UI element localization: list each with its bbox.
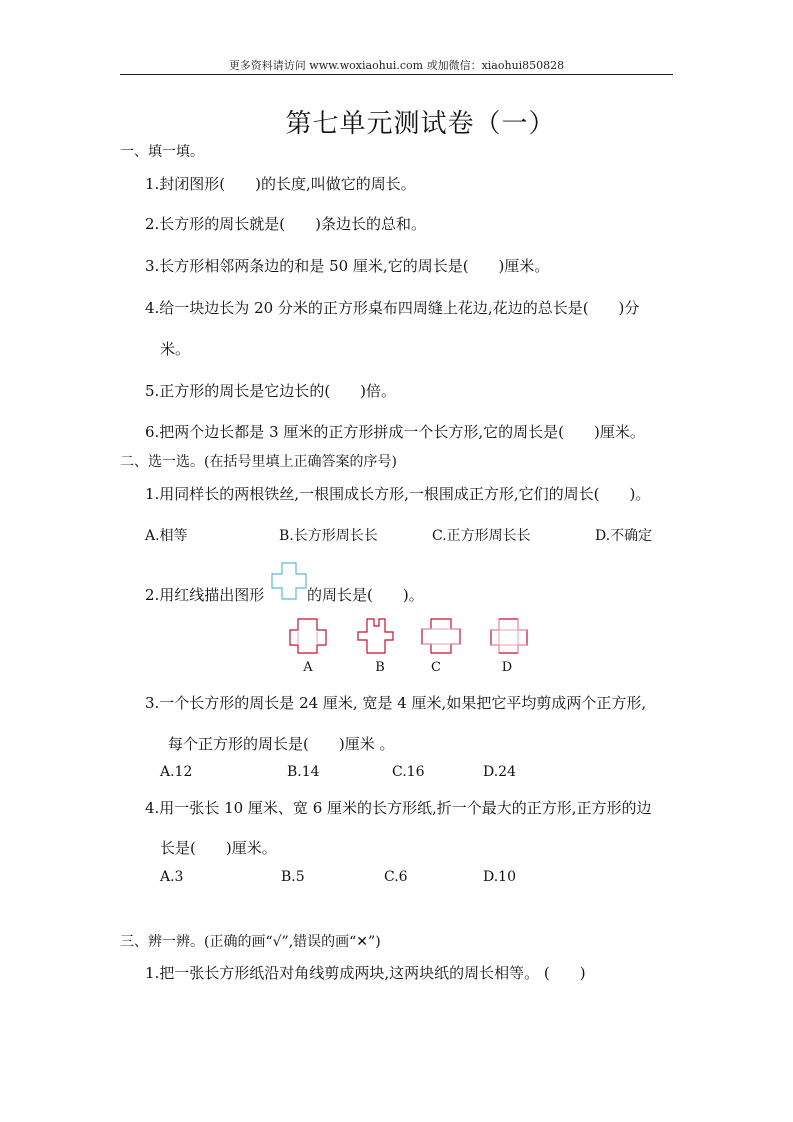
option-c-label: C	[431, 660, 441, 675]
s2-q4-option-a: A.3	[160, 869, 184, 885]
section-2-heading: 二、选一选。(在括号里填上正确答案的序号)	[120, 454, 397, 470]
s1-question-6: 6.把两个边长都是 3 厘米的正方形拼成一个长方形,它的周长是( )厘米。	[145, 423, 645, 441]
option-c-figure	[421, 618, 461, 654]
section-1-heading: 一、填一填。	[120, 144, 204, 160]
s3-question-1: 1.把一张长方形纸沿对角线剪成两块,这两块纸的周长相等。 ( )	[145, 964, 586, 982]
option-b-figure	[357, 618, 395, 654]
s2-q1-option-d: D.不确定	[595, 528, 653, 544]
s2-question-3: 3.一个长方形的周长是 24 厘米, 宽是 4 厘米,如果把它平均剪成两个正方形,	[145, 694, 647, 712]
section-3-heading: 三、辨一辨。(正确的画“√”,错误的画“✕”)	[120, 934, 381, 950]
s2-q3-option-c: C.16	[392, 764, 425, 780]
s2-question-4-continued: 长是( )厘米。	[160, 839, 277, 857]
option-a-label: A	[303, 660, 313, 675]
s2-q3-option-d: D.24	[483, 764, 516, 780]
option-b-label: B	[375, 660, 385, 675]
s1-question-2: 2.长方形的周长就是( )条边长的总和。	[145, 215, 427, 233]
s1-question-5: 5.正方形的周长是它边长的( )倍。	[145, 382, 397, 400]
s2-question-4: 4.用一张长 10 厘米、宽 6 厘米的长方形纸,折一个最大的正方形,正方形的边	[145, 799, 652, 817]
s2-q1-option-c: C.正方形周长长	[432, 528, 531, 544]
option-d-label: D	[501, 660, 513, 675]
s2-q1-option-b: B.长方形周长长	[279, 528, 378, 544]
s2-q1-option-a: A.相等	[145, 528, 188, 544]
s1-question-4: 4.给一块边长为 20 分米的正方形桌布四周缝上花边,花边的总长是( )分	[145, 299, 640, 317]
s2-question-2-prefix: 2.用红线描出图形	[145, 586, 265, 604]
s2-q3-option-a: A.12	[160, 764, 193, 780]
s2-q3-option-b: B.14	[287, 764, 320, 780]
s2-question-2-suffix: 的周长是( )。	[307, 586, 424, 604]
s1-question-1: 1.封闭图形( )的长度,叫做它的周长。	[145, 175, 416, 193]
s2-q4-option-b: B.5	[281, 869, 305, 885]
page-header: 更多资料请访问 www.woxiaohui.com 或加微信：xiaohui850828	[228, 59, 565, 72]
page-title: 第七单元测试卷（一）	[285, 109, 556, 139]
cross-shape-figure	[271, 562, 307, 600]
s2-q4-option-c: C.6	[384, 869, 408, 885]
s2-question-3-continued: 每个正方形的周长是( )厘米 。	[168, 735, 395, 753]
option-d-figure	[490, 618, 528, 654]
option-a-figure	[289, 618, 327, 654]
s1-question-4-continued: 米。	[160, 340, 191, 358]
s2-q4-option-d: D.10	[483, 869, 516, 885]
header-divider	[120, 74, 673, 75]
s2-question-1: 1.用同样长的两根铁丝,一根围成长方形,一根围成正方形,它们的周长( )。	[145, 485, 651, 503]
s1-question-3: 3.长方形相邻两条边的和是 50 厘米,它的周长是( )厘米。	[145, 257, 550, 275]
